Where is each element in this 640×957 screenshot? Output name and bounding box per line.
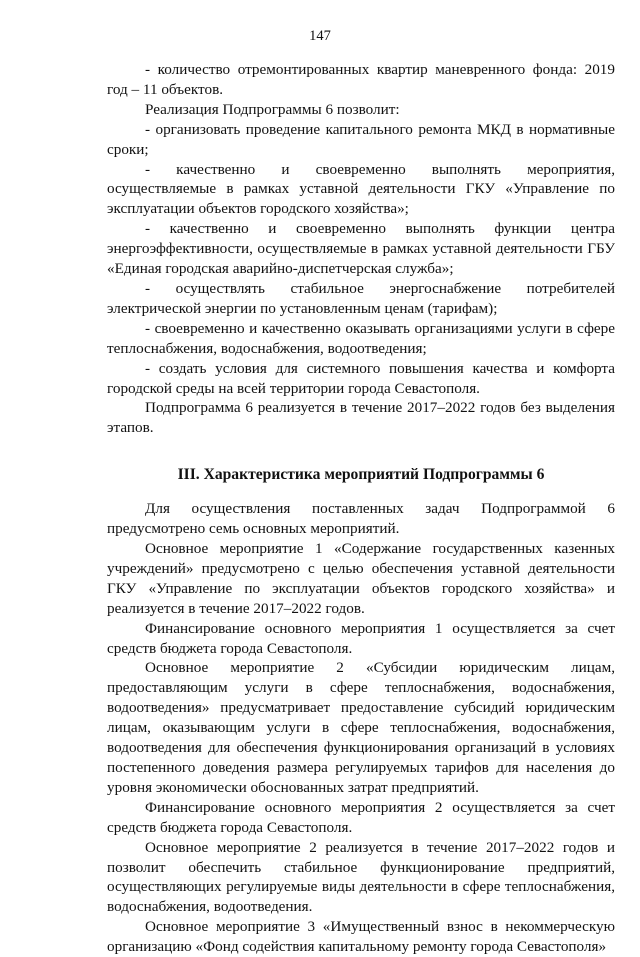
paragraph-water-services: - своевременно и качественно оказывать организациями услуги в сфере теплоснабжения, водоснабжения, водоотведения; bbox=[107, 319, 615, 357]
paragraph-activity-1: Основное мероприятие 1 «Содержание государственных казенных учреждений» предусмотрено с целью обеспечения уставной деятельности ГКУ «Управление по эксплуатации объектов городского хозяйства» и реализуется в течение 2017–2022 годов. bbox=[107, 540, 615, 617]
paragraph-energy-supply: - осуществлять стабильное энергоснабжение потребителей электрической энергии по установленным ценам (тарифам); bbox=[107, 279, 615, 317]
paragraph-activity-3: Основное мероприятие 3 «Имущественный взнос в некоммерческую организацию «Фонд содействия капитальному ремонту города Севастополя» bbox=[107, 918, 615, 956]
document-body bbox=[107, 60, 615, 957]
paragraph-seven-activities: Для осуществления поставленных задач Подпрограммой 6 предусмотрено семь основных мероприятий. bbox=[107, 500, 615, 538]
paragraph-activity-2-funding: Финансирование основного мероприятия 2 осуществляется за счет средств бюджета города Севастополя. bbox=[107, 798, 615, 836]
paragraph-activity-1-funding: Финансирование основного мероприятия 1 осуществляется за счет средств бюджета города Севастополя. bbox=[107, 619, 615, 657]
paragraph-gku-activities: - качественно и своевременно выполнять мероприятия, осуществляемые в рамках уставной деятельности ГКУ «Управление по эксплуатации объектов городского хозяйства»; bbox=[107, 160, 615, 218]
paragraph-timeline: Подпрограмма 6 реализуется в течение 2017–2022 годов без выделения этапов. bbox=[107, 399, 615, 437]
paragraph-repaired-apartments: - количество отремонтированных квартир маневренного фонда: 2019 год – 11 объектов. bbox=[107, 61, 615, 98]
paragraph-activity-2-period: Основное мероприятие 2 реализуется в течение 2017–2022 годов и позволит обеспечить стабильное функционирование предприятий, осуществляющих регулируемые виды деятельности в сфере теплоснабжения, водоснабжения, водоотведения. bbox=[107, 838, 615, 916]
paragraph-activity-2: Основное мероприятие 2 «Субсидии юридическим лицам, предоставляющим услуги в сфере теплоснабжения, водоснабжения, водоотведения» предусматривает предоставление субсидий юридическим лицам, оказывающим услуги в сфере теплоснабжения, водоснабжения, водоотведения для обеспечения функционирования организаций в условиях постепенного доведения размера регулируемых тарифов для населения до уровня экономически обоснованных затрат предприятий. bbox=[107, 659, 615, 796]
page-number: 147 bbox=[309, 28, 331, 44]
paragraph-energy-efficiency: - качественно и своевременно выполнять функции центра энергоэффективности, осуществляемые в рамках уставной деятельности ГБУ «Единая городская аварийно-диспетчерская служба»; bbox=[107, 220, 615, 278]
paragraph-implementation-intro: Реализация Подпрограммы 6 позволит: bbox=[145, 100, 400, 118]
paragraph-urban-environment: - создать условия для системного повышения качества и комфорта городской среды на всей территории города Севастополя. bbox=[107, 359, 615, 397]
paragraph-capital-repair: - организовать проведение капитального ремонта МКД в нормативные сроки; bbox=[107, 120, 615, 158]
section-heading: III. Характеристика мероприятий Подпрограммы 6 bbox=[177, 466, 545, 484]
